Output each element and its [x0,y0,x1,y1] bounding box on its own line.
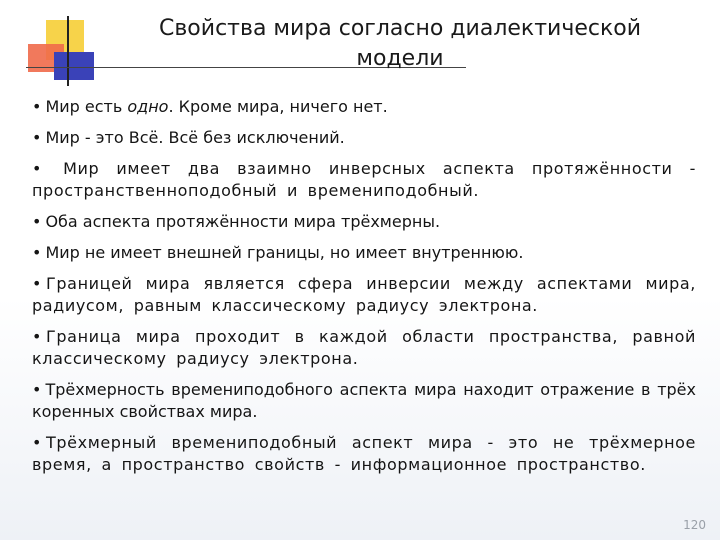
bullet-icon: • [32,97,42,116]
list-item [32,158,696,202]
bullet-icon: • [32,243,42,262]
item-text: Оба аспекта протяжённости мира трёхмерны. [45,212,441,231]
list-item [32,211,696,233]
bullet-icon: • [32,128,42,147]
list-item [32,96,696,118]
bullet-icon: • [32,159,43,178]
bullet-icon: • [32,212,42,231]
list-item [32,379,696,423]
item-text: Трёхмерный времениподобный аспект мира - это не трёхмерное время, а пространство свойств - информационное пространство. [32,433,696,474]
list-item [32,273,696,317]
item-text: Трёхмерность времениподобного аспекта мира находит отражение в трёх коренных свойствах мира. [32,380,696,421]
item-text: Мир - это Всё. Всё без исключений. [45,128,345,147]
list-item [32,242,696,264]
bullet-icon: • [32,327,43,346]
decor-vertical-line [67,16,69,86]
item-text: Границей мира является сфера инверсии между аспектами мира, радиусом, равным классическому радиусу электрона. [32,274,696,315]
bullet-icon: • [32,274,43,293]
item-text: Мир есть [45,97,128,116]
slide-title: Свойства мира согласно диалектической модели [158,16,642,71]
list-item [32,326,696,370]
decor-blue-square [54,52,94,80]
bullet-list [32,96,696,485]
list-item [32,432,696,476]
item-text: . Кроме мира, ничего нет. [168,97,388,116]
page-number: 120 [683,518,706,532]
item-text: Мир имеет два взаимно инверсных аспекта протяжённости - пространственноподобный и времениподобный. [32,159,696,200]
item-text: Мир не имеет внешней границы, но имеет внутреннюю. [45,243,524,262]
item-text: Граница мира проходит в каждой области пространства, равной классическому радиусу электрона. [32,327,696,368]
bullet-icon: • [32,433,43,452]
list-item [32,127,696,149]
bullet-icon: • [32,380,42,399]
item-text-italic: одно [127,97,169,116]
